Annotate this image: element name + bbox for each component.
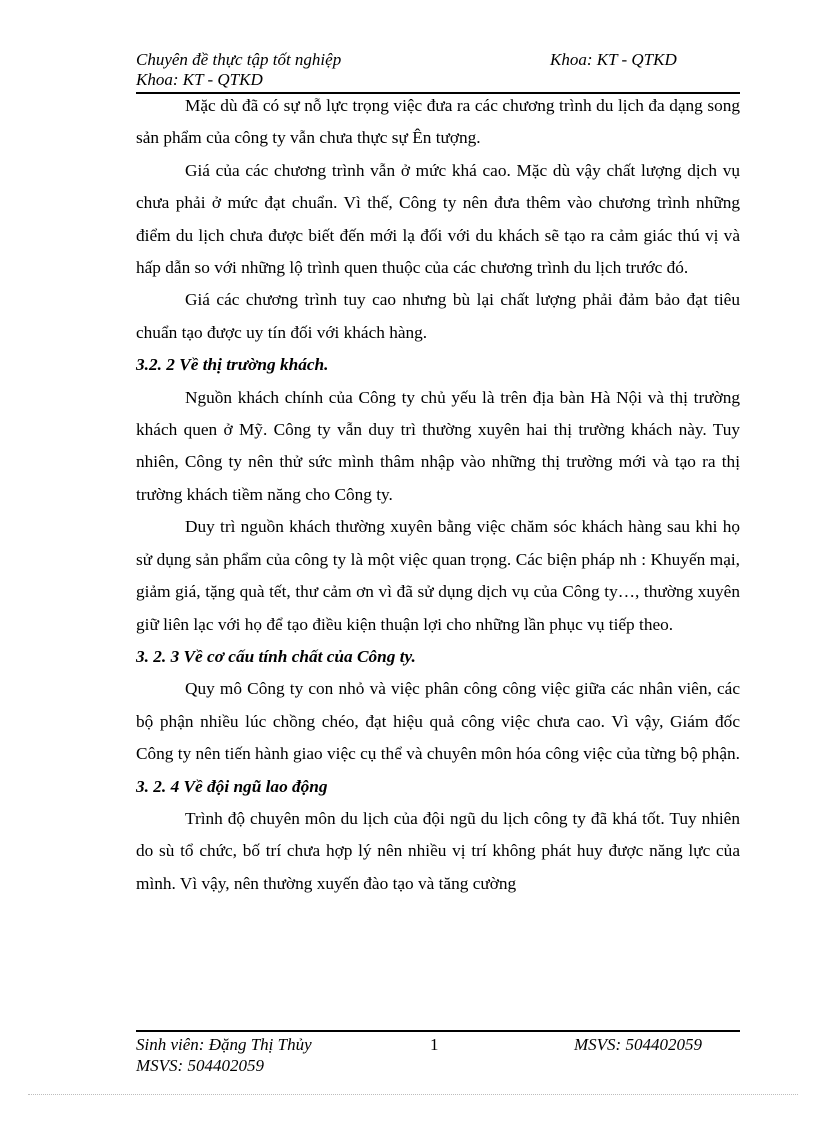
footer-student-id-repeat: MSVS: 504402059	[136, 1056, 264, 1075]
footer-student: Sinh viên: Đặng Thị Thủy	[136, 1035, 312, 1054]
footer-rule	[136, 1030, 740, 1032]
section-heading: 3.2. 2 Về thị trường khách.	[136, 355, 329, 375]
page-number: 1	[430, 1035, 439, 1054]
header-title: Chuyên đề thực tập tốt nghiệp	[136, 50, 342, 69]
section-heading: 3. 2. 3 Về cơ cấu tính chất của Công ty.	[136, 646, 416, 666]
document-body	[136, 90, 740, 900]
header-faculty: Khoa: KT - QTKD	[550, 50, 677, 69]
header-faculty-repeat: Khoa: KT - QTKD	[136, 70, 263, 89]
paragraph: Giá của các chương trình vẫn ở mức khá cao. Mặc dù vậy chất lượng dịch vụ chưa phải ở mức đạt chuẩn. Vì thế, Công ty nên đưa thêm vào chương trình những điểm du lịch chưa được biết đến mới lạ đối với du khách sẽ tạo ra cảm giác thú vị và hấp dẫn so với những lộ trình quen thuộc của các chương trình du lịch trước đó.	[136, 160, 740, 278]
paragraph: Nguồn khách chính của Công ty chủ yếu là trên địa bàn Hà Nội và thị trường khách quen ở Mỹ. Công ty vẫn duy trì thường xuyên hai thị trường khách này. Tuy nhiên, Công ty nên thử sức mình thâm nhập vào những thị trường mới và tạo ra thị trường khách tiềm năng cho Công ty.	[136, 387, 740, 504]
paragraph: Duy trì nguồn khách thường xuyên bằng việc chăm sóc khách hàng sau khi họ sử dụng sản phẩm của công ty là một việc quan trọng. Các biện pháp nh : Khuyến mại, giảm giá, tặng quà tết, thư cảm ơn vì đã sử dụng dịch vụ của Công ty…, thường xuyên giữ liên lạc với họ để tạo điều kiện thuận lợi cho những lần phục vụ tiếp theo.	[136, 517, 740, 634]
paragraph: Mặc dù đã có sự nỗ lực trọng việc đưa ra các chương trình du lịch đa dạng song sản phẩm của công ty vẫn chưa thực sự Ên tượng.	[136, 96, 740, 148]
paragraph: Giá các chương trình tuy cao nhưng bù lại chất lượng phải đảm bảo đạt tiêu chuẩn tạo được uy tín đối với khách hàng.	[136, 290, 740, 342]
footer-student-id: MSVS: 504402059	[574, 1035, 702, 1054]
paragraph: Trình độ chuyên môn du lịch của đội ngũ du lịch công ty đã khá tốt. Tuy nhiên do sù tổ chức, bố trí chưa hợp lý nên nhiều vị trí không phát huy được năng lực của mình. Vì vậy, nên thường xuyến đào tạo và tăng cường	[136, 808, 740, 893]
page-boundary	[28, 1094, 798, 1095]
paragraph: Quy mô Công ty con nhỏ và việc phân công công việc giữa các nhân viên, các bộ phận nhiều lúc chồng chéo, đạt hiệu quả công việc chưa cao. Vì vậy, Giám đốc Công ty nên tiến hành giao việc cụ thể và chuyên môn hóa công việc của từng bộ phận.	[136, 679, 740, 764]
section-heading: 3. 2. 4 Về đội ngũ lao động	[136, 776, 328, 796]
